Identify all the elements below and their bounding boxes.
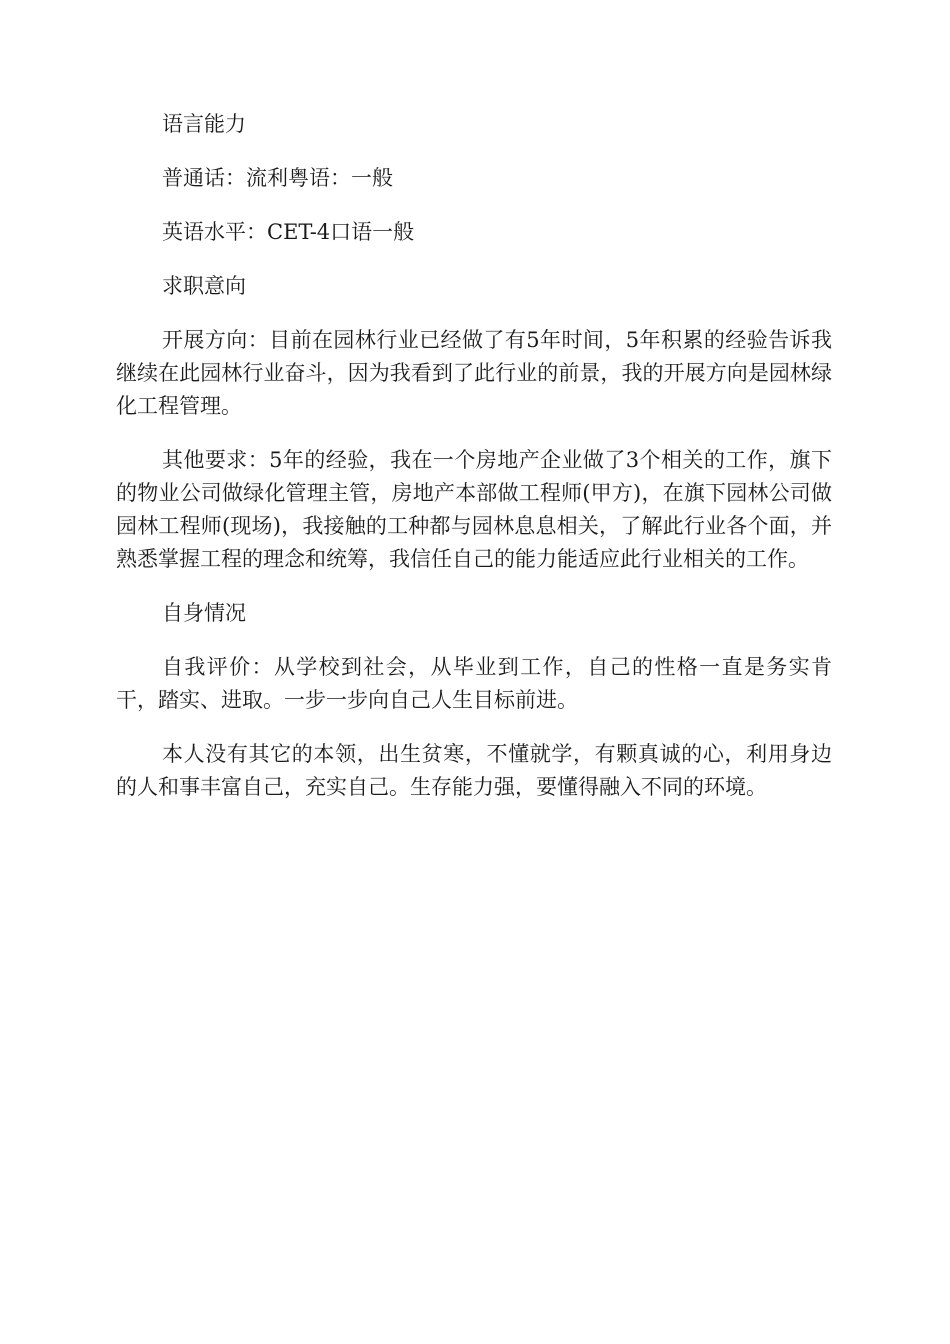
personal-statement-paragraph: 本人没有其它的本领，出生贫寒，不懂就学，有颗真诚的心，利用身边的人和事丰富自己，充实自己。生存能力强，要懂得融入不同的环境。 [116,742,832,799]
section-heading-personal: 自身情况 [162,601,246,625]
other-requirements-paragraph: 其他要求：5年的经验，我在一个房地产企业做了3个相关的工作，旗下的物业公司做绿化管理主管，房地产本部做工程师(甲方)，在旗下园林公司做园林工程师(现场)，我接触的工种都与园林息息相关，了解此行业各个面，并熟悉掌握工程的理念和统筹，我信任自己的能力能适应此行业相关的工作。 [116,448,832,571]
mandarin-cantonese-level: 普通话：流利粤语：一般 [162,166,393,190]
section-heading-job-intention: 求职意向 [162,274,246,298]
development-direction-paragraph: 开展方向：目前在园林行业已经做了有5年时间，5年积累的经验告诉我继续在此园林行业奋斗，因为我看到了此行业的前景，我的开展方向是园林绿化工程管理。 [116,328,832,418]
self-evaluation-paragraph: 自我评价：从学校到社会，从毕业到工作，自己的性格一直是务实肯干，踏实、进取。一步一步向自己人生目标前进。 [116,655,832,712]
document-body [116,108,832,825]
section-heading-language: 语言能力 [162,112,246,136]
english-level: 英语水平：CET-4口语一般 [162,220,415,244]
